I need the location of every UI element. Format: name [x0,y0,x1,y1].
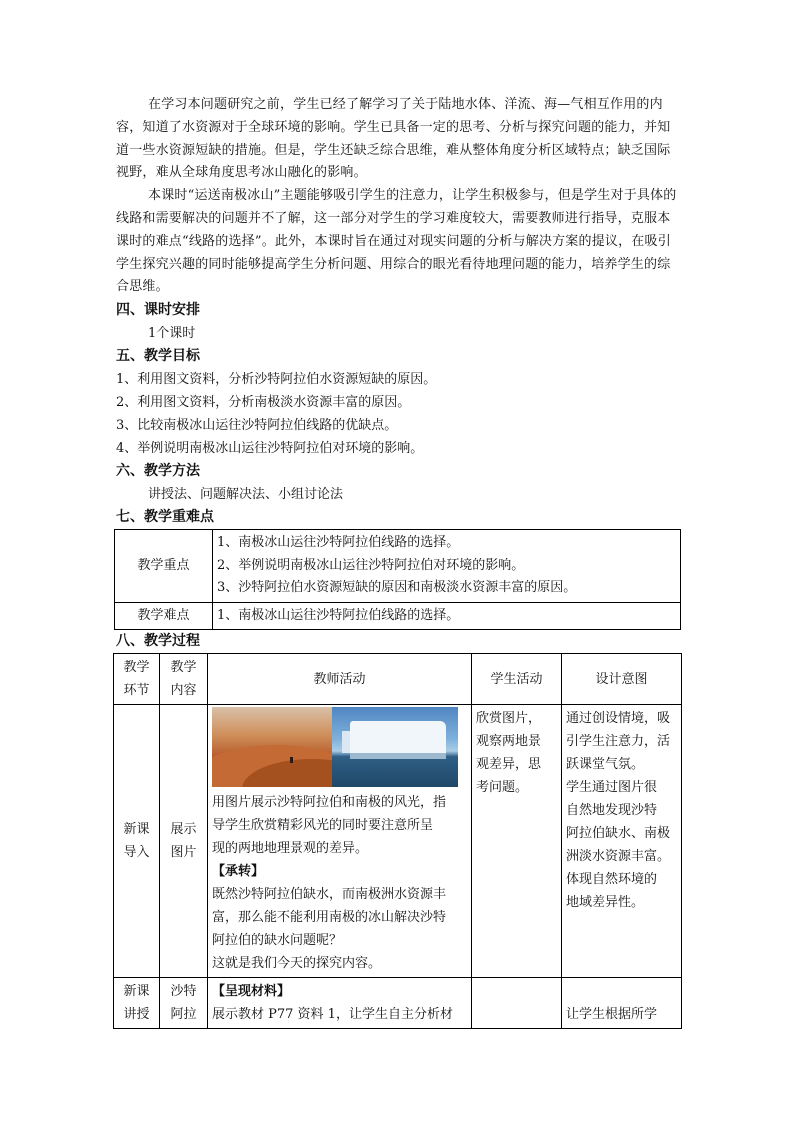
stage-cell: 新课 讲授 [114,978,160,1029]
difficult-point-item: 1、南极冰山运往沙特阿拉伯线路的选择。 [217,607,460,623]
process-table [113,653,682,1029]
header-content: 教学 内容 [160,654,208,705]
section-heading-objectives: 五、教学目标 [116,348,200,365]
content-cell: 沙特 阿拉 [160,978,208,1029]
section-heading-key-points: 七、教学重难点 [116,509,214,526]
section-heading-schedule: 四、课时安排 [116,302,200,319]
section-heading-process: 八、教学过程 [116,633,200,650]
student-activity-cell: 欣赏图片， 观察两地景 观差异，思 考问题。 [472,705,562,978]
difficult-points-label: 教学难点 [115,602,213,630]
stage-cell: 新课 导入 [114,705,160,978]
key-points-cell [213,530,681,603]
header-student-activity: 学生活动 [472,654,562,705]
methods-content: 讲授法、问题解决法、小组讨论法 [148,487,344,503]
teacher-activity-cell: 【呈现材料】 展示教材 P77 资料 1，让学生自主分析材 [208,978,472,1029]
section-heading-methods: 六、教学方法 [116,463,200,480]
objective-item: 4、举例说明南极冰山运往沙特阿拉伯对环境的影响。 [116,441,424,457]
table-header-row [114,654,682,705]
intro-paragraph-1: 在学习本问题研究之前，学生已经了解学习了关于陆地水体、洋流、海—气相互作用的内容，知道了水资源对于全球环境的影响。学生已具备一定的思考、分析与探究问题的能力，并知道一些水资源短缺的措施。但是，学生还缺乏综合思维，难从整体角度分析区域特点；缺乏国际视野，难从全球角度思考冰山融化的影响。 [116,97,671,181]
desert-photo [212,707,332,787]
key-point-item: 1、南极冰山运往沙特阿拉伯线路的选择。 [217,535,460,551]
objective-item: 2、利用图文资料，分析南极淡水资源丰富的原因。 [116,395,411,411]
iceberg-photo [332,707,458,787]
table-row [115,602,681,630]
student-activity-cell [472,978,562,1029]
table-row [114,705,682,978]
objective-item: 3、比较南极冰山运往沙特阿拉伯线路的优缺点。 [116,418,398,434]
header-stage: 教学 环节 [114,654,160,705]
design-intent-cell: 通过创设情境，吸 引学生注意力，活 跃课堂气氛。 学生通过图片很 自然地发现沙特 阿拉伯缺水、南极 洲淡水资源丰富。 体现自然环境的 地域差异性。 [562,705,682,978]
key-points-label: 教学重点 [115,530,213,603]
intro-paragraph-2: 本课时“运送南极冰山”主题能够吸引学生的注意力，让学生积极参与，但是学生对于具体的线路和需要解决的问题并不了解，这一部分对学生的学习难度较大，需要教师进行指导，克服本课时的难点“线路的选择”。此外，本课时旨在通过对现实问题的分析与解决方案的提议，在吸引学生探究兴趣的同时能够提高学生分析问题、用综合的眼光看待地理问题的能力，培养学生的综合思维。 [116,188,677,295]
key-points-table [114,529,681,630]
schedule-content: 1个课时 [148,326,196,342]
header-teacher-activity: 教师活动 [208,654,472,705]
key-point-item: 2、举例说明南极冰山运往沙特阿拉伯对环境的影响。 [217,557,525,573]
document-page [116,94,682,1029]
content-cell: 展示 图片 [160,705,208,978]
key-point-item: 3、沙特阿拉伯水资源短缺的原因和南极淡水资源丰富的原因。 [217,580,577,596]
objective-item: 1、利用图文资料，分析沙特阿拉伯水资源短缺的原因。 [116,372,437,388]
header-design-intent: 设计意图 [562,654,682,705]
table-row [115,530,681,603]
table-row [114,978,682,1029]
photo-strip [212,707,467,787]
design-intent-cell: 让学生根据所学 [562,978,682,1029]
difficult-points-cell [213,602,681,630]
teacher-activity-cell: 用图片展示沙特阿拉伯和南极的风光，指 导学生欣赏精彩风光的同时要注意所呈 现的两地地理景观的差异。 【承转】 既然沙特阿拉伯缺水，而南极洲水资源丰 富，那么能不能利用南极的冰山解决沙特 阿拉伯的缺水问题呢？ 这就是我们今天的探究内容。 [208,705,472,978]
